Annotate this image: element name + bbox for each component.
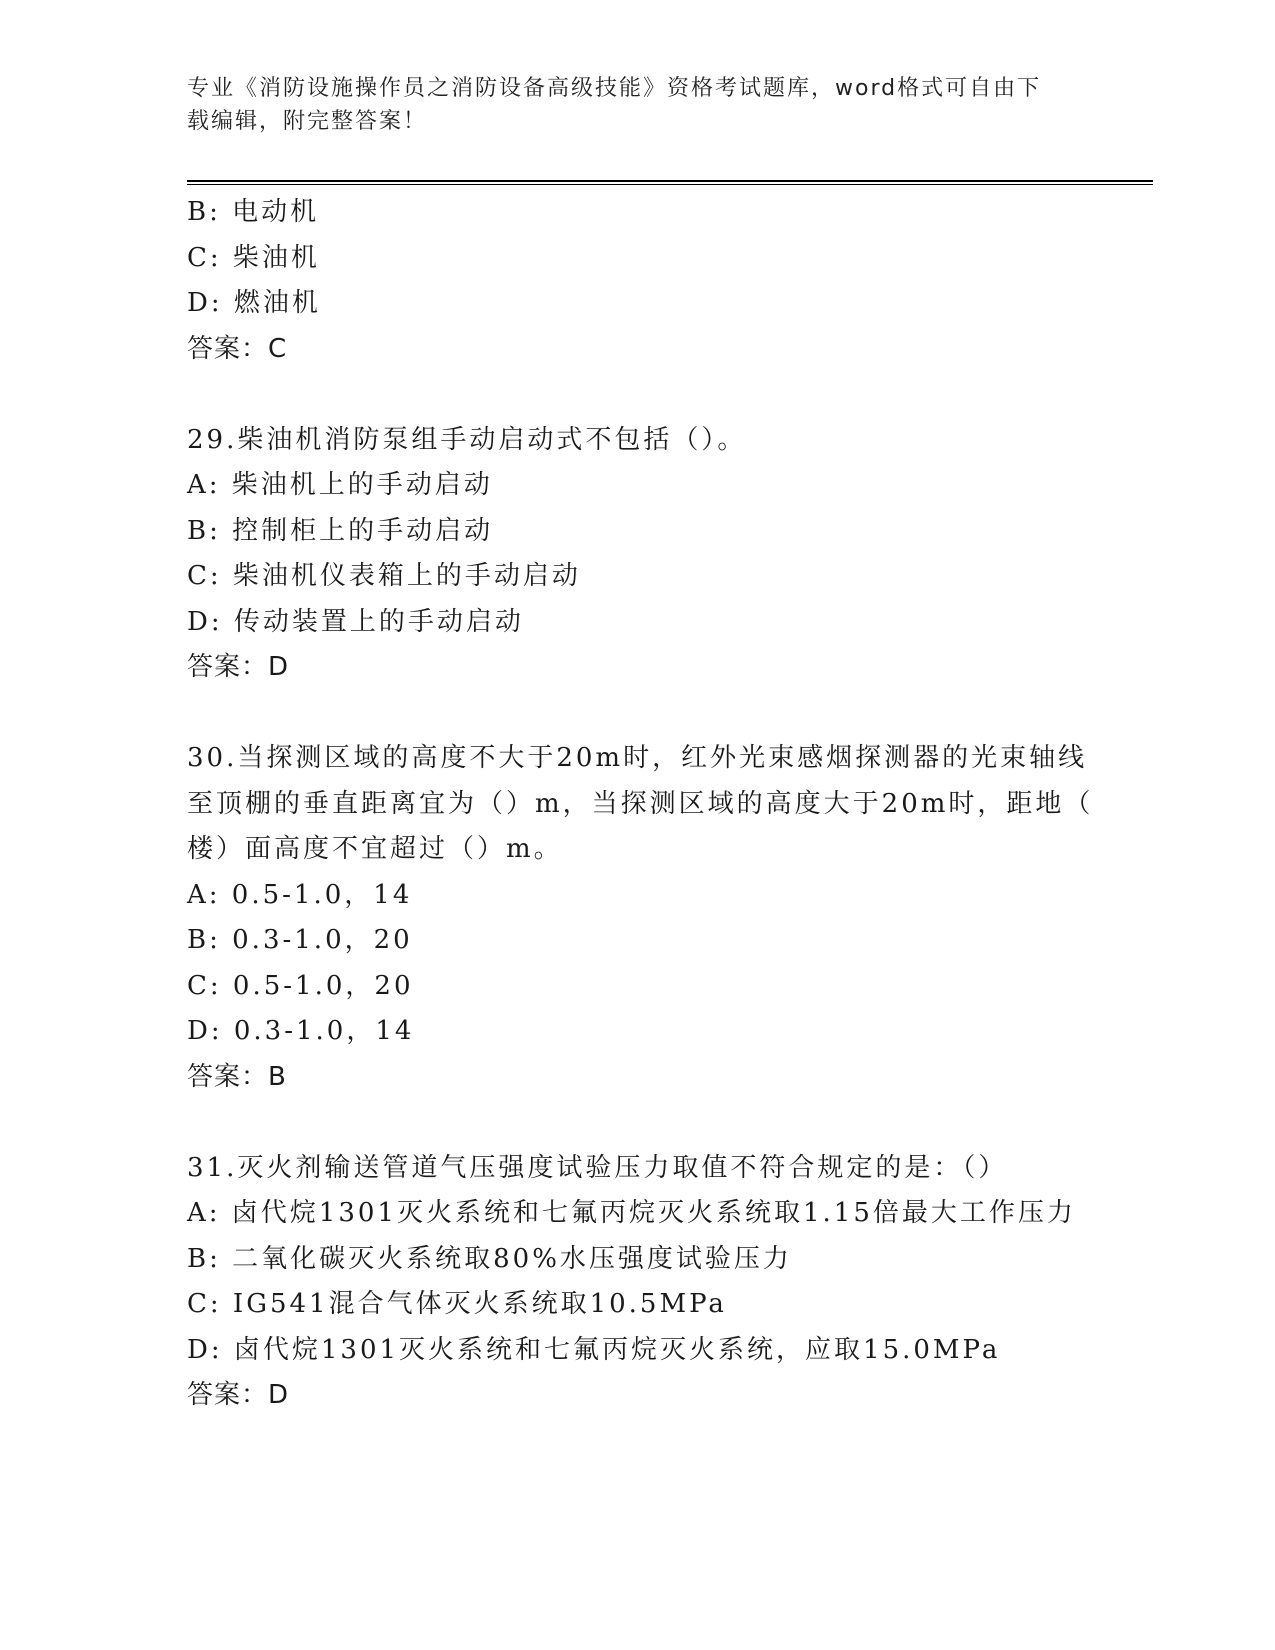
q29-option-c: C: 柴油机仪表箱上的手动启动 <box>187 561 581 591</box>
q30-answer: 答案：B <box>187 1061 287 1092</box>
q31-option-d: D: 卤代烷1301灭火系统和七氟丙烷灭火系统，应取15.0MPa <box>187 1334 1001 1365</box>
q30-stem-line-3: 楼）面高度不宜超过（）m。 <box>187 834 563 864</box>
question-30-block <box>187 736 1094 1100</box>
q30-stem-line-2: 至顶棚的垂直距离宜为（）m，当探测区域的高度大于20m时，距地（ <box>187 788 1094 819</box>
q28-option-d: D: 燃油机 <box>187 288 321 318</box>
spacer <box>187 372 1087 418</box>
q30-option-a: A: 0.5-1.0，14 <box>187 879 413 910</box>
header-rule-thick <box>187 180 1153 182</box>
q30-option-d: D: 0.3-1.0，14 <box>187 1016 415 1046</box>
q30-option-b: B: 0.3-1.0，20 <box>187 925 413 955</box>
q31-stem: 31.灭火剂输送管道气压强度试验压力取值不符合规定的是：（） <box>187 1152 1008 1183</box>
q29-stem: 29.柴油机消防泵组手动启动式不包括（）。 <box>187 424 747 455</box>
q31-answer: 答案：D <box>187 1380 290 1410</box>
q28-option-c: C: 柴油机 <box>187 242 320 273</box>
document-header <box>187 72 1067 138</box>
header-line-2: 载编辑，附完整答案！ <box>187 109 428 134</box>
q29-answer: 答案：D <box>187 652 290 682</box>
q28-option-b: B: 电动机 <box>187 197 320 227</box>
spacer <box>187 691 1087 737</box>
q30-option-c: C: 0.5-1.0，20 <box>187 970 414 1001</box>
q31-option-c: C: IG541混合气体灭火系统取10.5MPa <box>187 1289 727 1319</box>
question-content <box>187 190 1094 1419</box>
header-rule-thin <box>187 184 1153 185</box>
q30-stem-line-1: 30.当探测区域的高度不大于20m时，红外光束感烟探测器的光束轴线 <box>187 743 1088 773</box>
spacer <box>187 1100 1087 1146</box>
question-29-block <box>187 418 1087 691</box>
q31-option-a: A: 卤代烷1301灭火系统和七氟丙烷灭火系统取1.15倍最大工作压力 <box>187 1198 1076 1228</box>
q31-option-b: B: 二氧化碳灭火系统取80%水压强度试验压力 <box>187 1243 792 1274</box>
question-31-block <box>187 1146 1087 1419</box>
q29-option-d: D: 传动装置上的手动启动 <box>187 606 524 637</box>
q28-answer: 答案：C <box>187 333 288 364</box>
header-line-1: 专业《消防设施操作员之消防设备高级技能》资格考试题库，word格式可自由下 <box>187 76 1042 101</box>
q29-option-a: A: 柴油机上的手动启动 <box>187 470 493 500</box>
q29-option-b: B: 控制柜上的手动启动 <box>187 515 494 546</box>
question-28-block <box>187 190 1087 372</box>
